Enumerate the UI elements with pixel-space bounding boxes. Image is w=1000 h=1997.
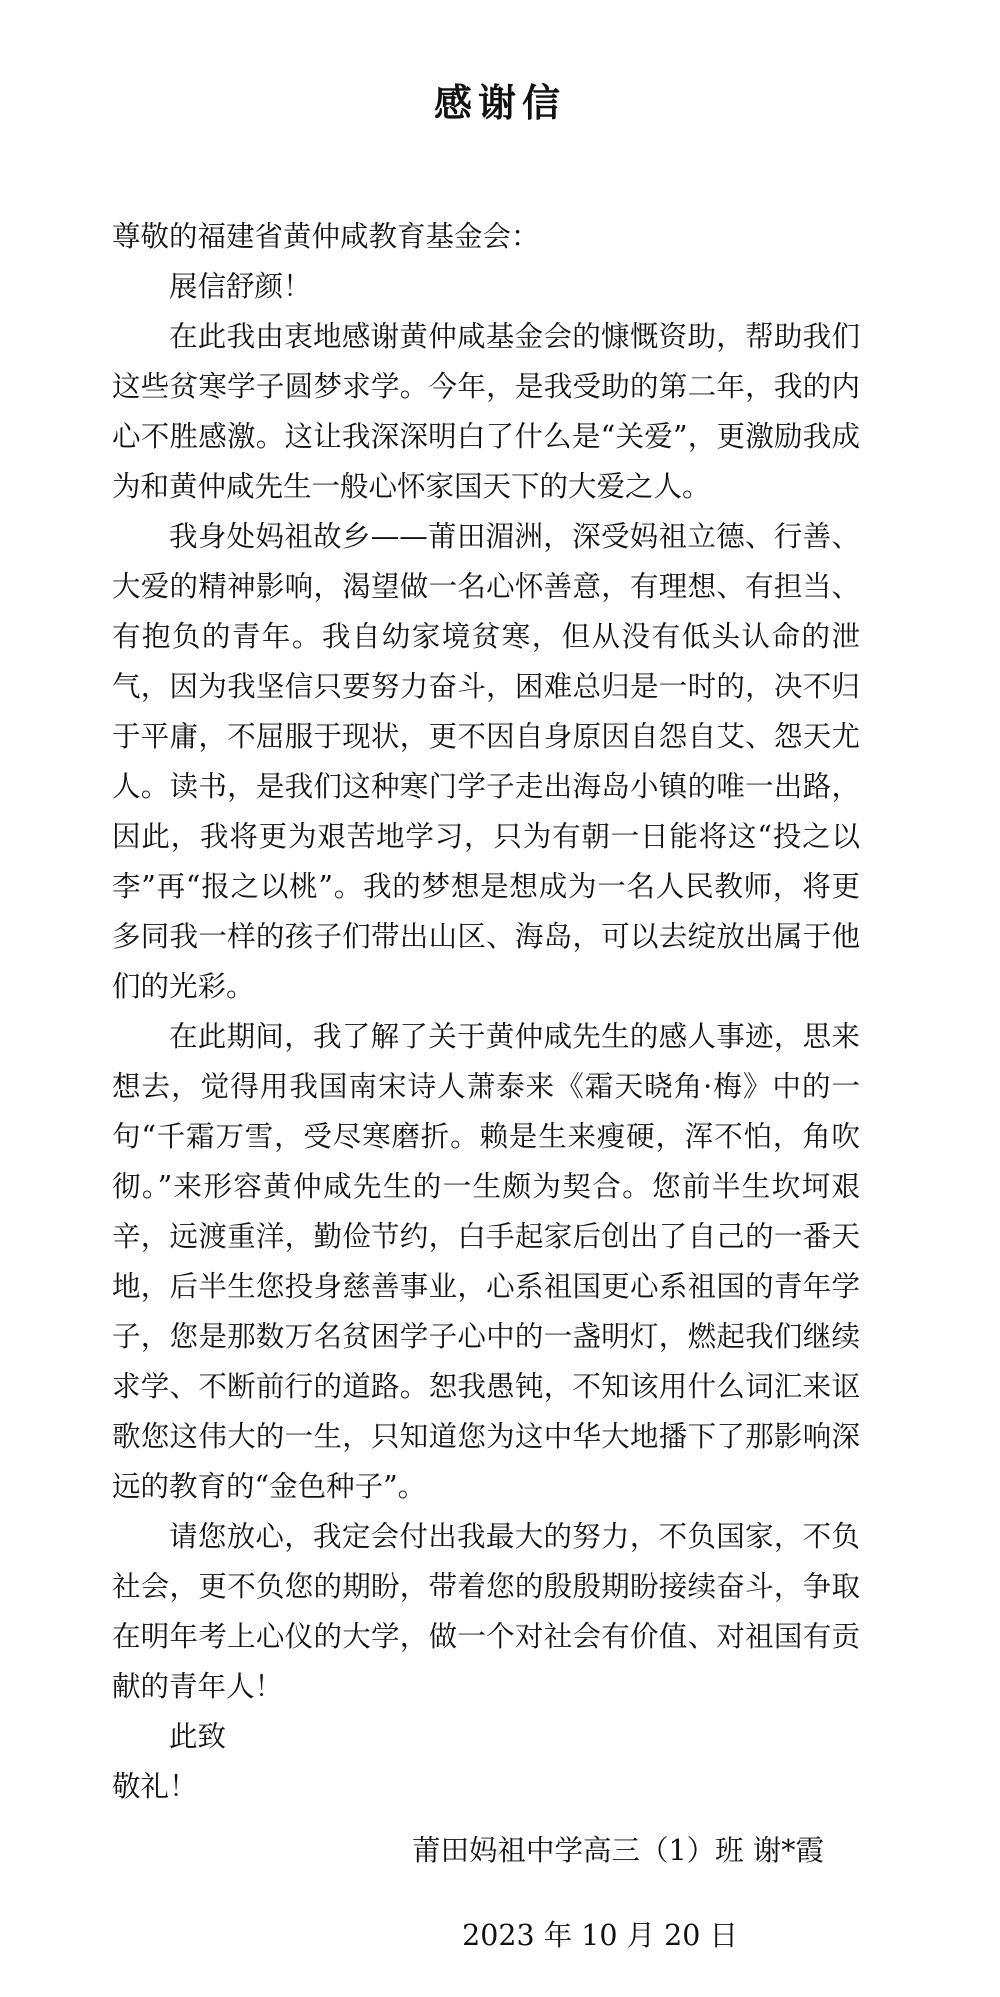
paragraph-1: 在此我由衷地感谢黄仲咸基金会的慷慨资助，帮助我们这些贫寒学子圆梦求学。今年，是我受助的第二年，我的内心不胜感激。这让我深深明白了什么是“关爱”，更激励我成为和黄仲咸先生一般心怀家国天下的大爱之人。 (112, 320, 860, 503)
letter-title: 感谢信 (433, 81, 566, 125)
salutation: 尊敬的福建省黄仲咸教育基金会： (112, 220, 540, 253)
paragraph-4: 请您放心，我定会付出我最大的努力，不负国家，不负社会，更不负您的期盼，带着您的殷殷期盼接续奋斗，争取在明年考上心仪的大学，做一个对社会有价值、对祖国有贡献的青年人！ (112, 1520, 860, 1703)
greeting: 展信舒颜！ (169, 270, 312, 303)
paragraph-2: 我身处妈祖故乡——莆田湄洲，深受妈祖立德、行善、大爱的精神影响，渴望做一名心怀善意，有理想、有担当、有抱负的青年。我自幼家境贫寒，但从没有低头认命的泄气，因为我坚信只要努力奋斗，困难总归是一时的，决不归于平庸，不屈服于现状，更不因自身原因自怨自艾、怨天尤人。读书，是我们这种寒门学子走出海岛小镇的唯一出路，因此，我将更为艰苦地学习，只为有朝一日能将这“投之以李”再“报之以桃”。我的梦想是想成为一名人民教师，将更多同我一样的孩子们带出山区、海岛，可以去绽放出属于他们的光彩。 (112, 520, 860, 1003)
closing: 此致 (169, 1720, 227, 1753)
signature: 莆田妈祖中学高三（1）班 谢*霞 (412, 1834, 824, 1867)
letter-body (112, 212, 860, 1812)
paragraph-3: 在此期间，我了解了关于黄仲咸先生的感人事迹，思来想去，觉得用我国南宋诗人萧泰来《霜天晓角·梅》中的一句“千霜万雪，受尽寒磨折。赖是生来瘦硬，浑不怕，角吹彻。”来形容黄仲咸先生的一生颇为契合。您前半生坎坷艰辛，远渡重洋，勤俭节约，白手起家后创出了自己的一番天地，后半生您投身慈善事业，心系祖国更心系祖国的青年学子，您是那数万名贫困学子心中的一盏明灯，燃起我们继续求学、不断前行的道路。恕我愚钝，不知该用什么词汇来讴歌您这伟大的一生，只知道您为这中华大地播下了那影响深远的教育的“金色种子”。 (112, 1020, 860, 1503)
letter-date: 2023 年 10 月 20 日 (462, 1919, 738, 1952)
regards: 敬礼！ (112, 1770, 198, 1803)
